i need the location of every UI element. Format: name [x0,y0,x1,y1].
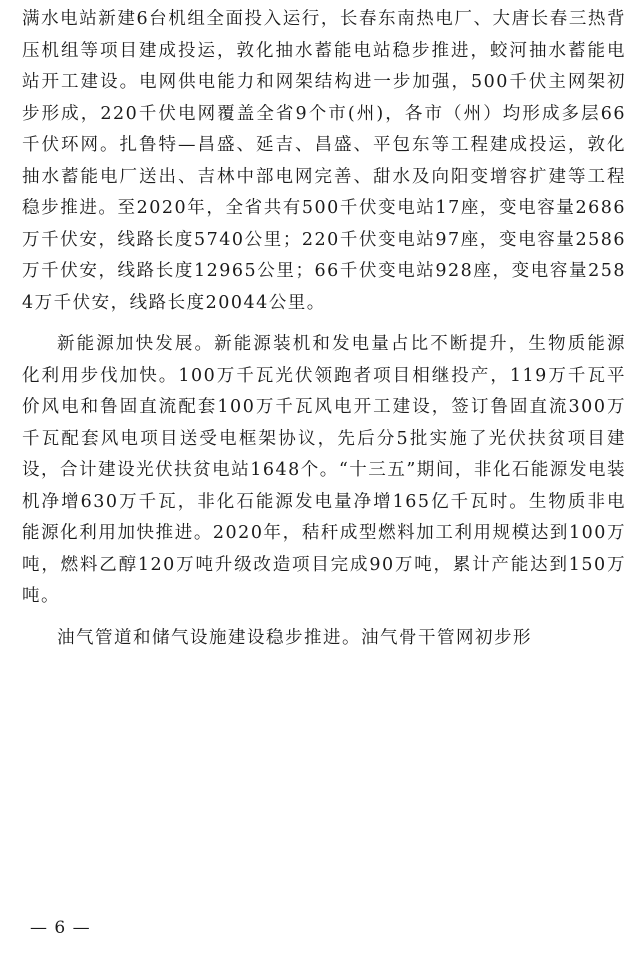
paragraph-power-grid: 满水电站新建6台机组全面投入运行，长春东南热电厂、大唐长春三热背压机组等项目建成投运，敦化抽水蓄能电站稳步推进，蛟河抽水蓄能电站开工建设。电网供电能力和网架结构进一步加强，500千伏主网架初步形成，220千伏电网覆盖全省9个市(州)，各市（州）均形成多层66千伏环网。扎鲁特—昌盛、延吉、昌盛、平包东等工程建成投运，敦化抽水蓄能电厂送出、吉林中部电网完善、甜水及向阳变增容扩建等工程稳步推进。至2020年，全省共有500千伏变电站17座，变电容量2686万千伏安，线路长度5740公里；220千伏变电站97座，变电容量2586万千伏安，线路长度12965公里；66千伏变电站928座，变电容量2584万千伏安，线路长度20044公里。 [22,9,626,313]
document-body [22,4,626,654]
paragraph-spacer [22,319,626,329]
paragraph-new-energy: 新能源加快发展。新能源装机和发电量占比不断提升，生物质能源化利用步伐加快。100万千瓦光伏领跑者项目相继投产，119万千瓦平价风电和鲁固直流配套100万千瓦风电开工建设，签订鲁固直流300万千瓦配套风电项目送受电框架协议，先后分5批实施了光伏扶贫项目建设，合计建设光伏扶贫电站1648个。“十三五”期间，非化石能源发电装机净增630万千瓦，非化石能源发电量净增165亿千瓦时。生物质非电能源化利用加快推进。2020年，秸秆成型燃料加工利用规模达到100万吨，燃料乙醇120万吨升级改造项目完成90万吨，累计产能达到150万吨。 [22,334,626,606]
paragraph-spacer [22,613,626,623]
page-number: — 6 — [30,918,91,938]
paragraph-oil-gas: 油气管道和储气设施建设稳步推进。油气骨干管网初步形 [57,627,532,648]
